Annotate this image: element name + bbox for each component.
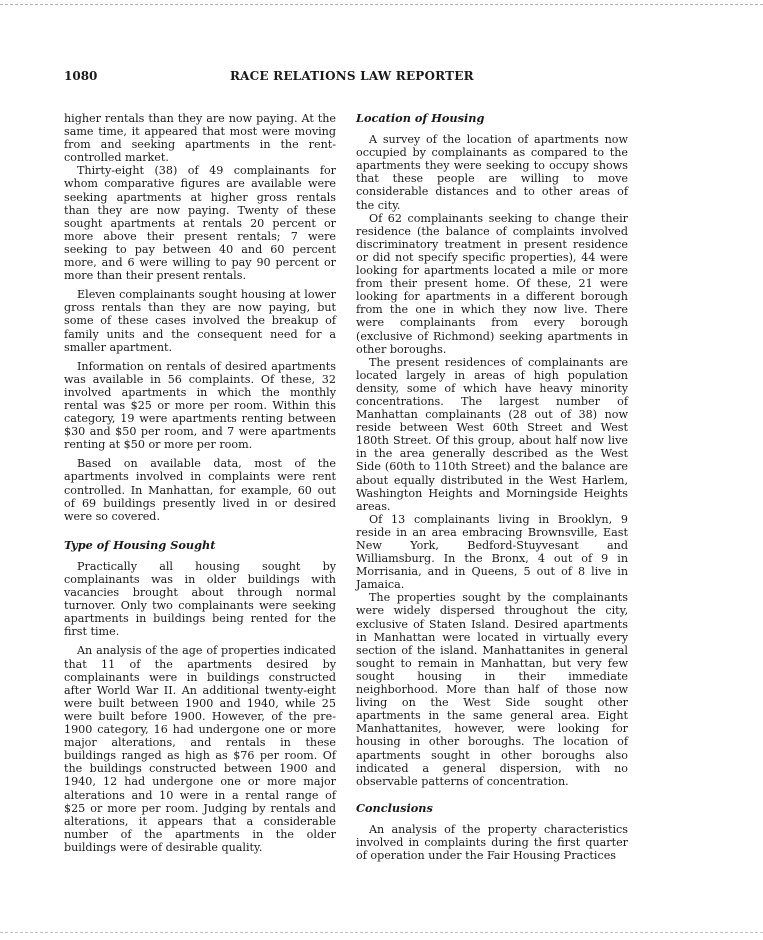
top-scan-border [0, 4, 763, 5]
heading-type-of-housing: Type of Housing Sought [64, 537, 216, 552]
bottom-scan-border [0, 932, 763, 933]
paragraph-location-survey: A survey of the location of apartments now occupied by complainants as compared to the apartments they were seeking to occupy shows that these people are willing to move considerable distances and to other areas of the city. [356, 133, 628, 212]
paragraph-rent-controlled: higher rentals than they are now paying. At the same time, it appeared that most were moving from and seeking apartments in the rent-controlled market. [64, 112, 336, 165]
heading-conclusions: Conclusions [356, 800, 433, 815]
left-column [64, 112, 336, 860]
paragraph-rent-control: Based on available data, most of the apartments involved in complaints were rent controlled. In Manhattan, for example, 60 out of 69 buildings presently lived in or desired were so covered. [64, 457, 336, 523]
right-column [356, 112, 628, 862]
paragraph-older-buildings: Practically all housing sought by complainants was in older buildings with vacancies brought about through normal turnover. Only two complainants were seeking apartments in buildings being rented for the first time. [64, 559, 336, 639]
paragraph-lower-rentals: Eleven complainants sought housing at lower gross rentals than they are now paying, but some of these cases involved the breakup of family units and the consequent need for a smaller apartment. [64, 288, 336, 354]
paragraph-brooklyn-bronx-queens: Of 13 complainants living in Brooklyn, 9 reside in an area embracing Brownsville, East New York, Bedford-Stuyvesant and Williamsburg. In the Bronx, 4 out of 9 in Morrisania, and in Queens, 5 out of 8 live in Jamaica. [356, 512, 628, 592]
paragraph-age-of-properties: An analysis of the age of properties indicated that 11 of the apartments desired by complainants were in buildings constructed after World War II. An additional twenty-eight were built between 1900 and 1940, while 25 were built before 1900. However, of the pre-1900 category, 16 had undergone one or more major alterations, and rentals in these buildings ranged as high as $76 per room. Of the buildings constructed between 1900 and 1940, 12 had undergone one or more major alterations and 10 were in a rental range of $25 or more per room. Judging by rentals and alterations, it appears that a considerable number of the apartments in the older buildings were of desirable quality. [64, 644, 336, 854]
paragraph-conclusions: An analysis of the property characteristics involved in complaints during the first quarter of operation under the Fair Housing Practices [356, 822, 628, 863]
paragraph-rental-information: Information on rentals of desired apartments was available in 56 complaints. Of these, 32 involved apartments in which the monthly rental was $25 or more per room. Within this category, 19 were apartments renting between $30 and $50 per room, and 7 were apartments renting at $50 or more per room. [64, 359, 336, 452]
heading-location-of-housing: Location of Housing [356, 111, 485, 125]
paragraph-boroughs: Of 62 complainants seeking to change their residence (the balance of complaints involved discriminatory treatment in present residence or did not specify specific properties), 44 were looking for apartments located a mile or more from their present home. Of these, 21 were looking for apartments in a different borough from the one in which they now live. There were complainants from every borough (exclusive of Richmond) seeking apartments in other boroughs. [356, 211, 628, 356]
running-title: RACE RELATIONS LAW REPORTER [230, 69, 474, 83]
paragraph-higher-rentals: Thirty-eight (38) of 49 complainants for whom comparative figures are available were seeking apartments at higher gross rentals than they are now paying. Twenty of these sought apartments at rentals 20 percent or more above their present rentals; 7 were seeking to pay between 40 and 60 percent more, and 6 were willing to pay 90 percent or more than their present rentals. [64, 164, 336, 283]
page-number: 1080 [64, 69, 98, 83]
paragraph-present-residences: The present residences of complainants are located largely in areas of high population density, some of which have heavy minority concentrations. The largest number of Manhattan complainants (28 out of 38) now reside between West 60th Street and West 180th Street. Of this group, about half now live in the area generally described as the West Side (60th to 110th Street) and the balance are about equally distributed in the West Harlem, Washington Heights and Morningside Heights areas. [356, 355, 628, 513]
paragraph-properties-sought: The properties sought by the complainants were widely dispersed throughout the city, exclusive of Staten Island. Desired apartments in Manhattan were located in virtually every section of the island. Manhattanites in general sought to remain in Manhattan, but very few sought housing in their immediate neighborhood. More than half of those now living on the West Side sought other apartments in the same general area. Eight Manhattanites, however, were looking for housing in other boroughs. The location of apartments sought in other boroughs also indicated a general dispersion, with no observable patterns of concentration. [356, 591, 628, 788]
